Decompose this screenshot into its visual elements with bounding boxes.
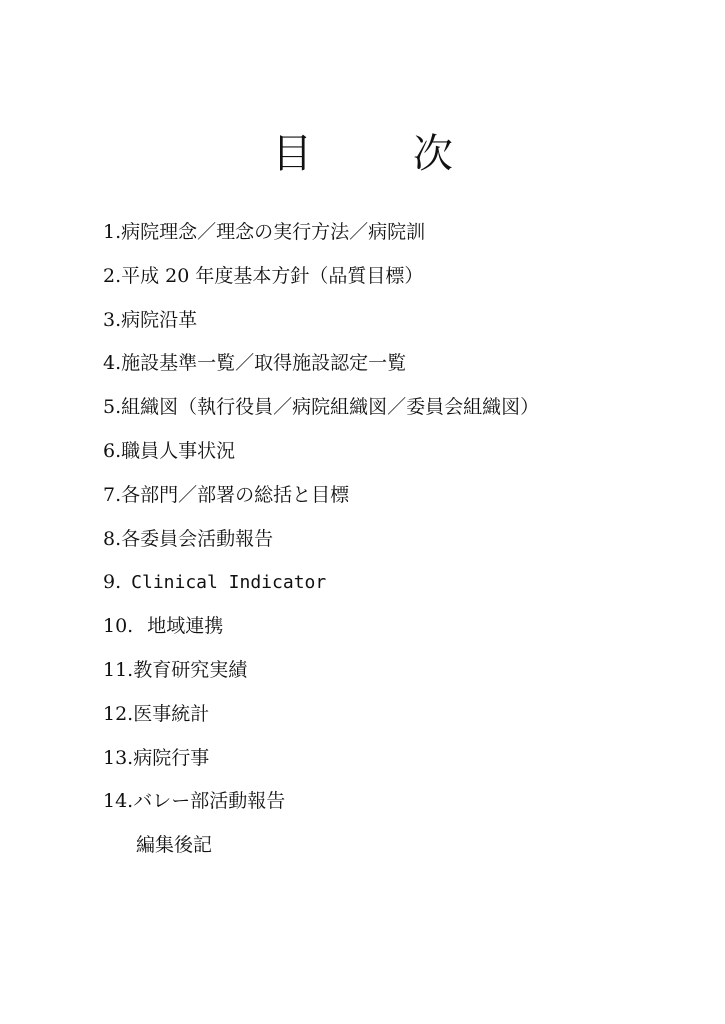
toc-item-number: 4. — [103, 352, 122, 375]
toc-item-12 — [103, 694, 703, 738]
toc-item-text: 地域連携 — [147, 615, 224, 638]
toc-item-number: 10. — [103, 615, 134, 638]
toc-item-number: 13. — [103, 746, 134, 769]
toc-item-number: 3. — [103, 308, 122, 331]
toc-item-number: 11. — [103, 658, 134, 681]
toc-item-text: 病院沿革 — [121, 308, 198, 331]
toc-item-text: 編集後記 — [136, 834, 213, 857]
toc-item-number: 12. — [103, 702, 134, 725]
table-of-contents — [103, 212, 703, 869]
toc-item-text: 職員人事状況 — [121, 439, 236, 462]
toc-item-4 — [103, 343, 703, 387]
toc-item-text: 教育研究実績 — [133, 658, 248, 681]
toc-item-text: 各部門／部署の総括と目標 — [121, 483, 350, 506]
toc-item-14 — [103, 781, 703, 825]
toc-item-afterword — [103, 825, 703, 869]
toc-item-number: 1. — [103, 221, 122, 243]
toc-item-text: 平成 20 年度基本方針（品質目標） — [121, 264, 424, 287]
toc-item-number: 2. — [103, 264, 122, 287]
toc-item-11 — [103, 650, 703, 694]
toc-item-text: 医事統計 — [133, 702, 210, 725]
toc-item-text: 各委員会活動報告 — [121, 527, 274, 550]
toc-item-number: 14. — [103, 790, 134, 813]
toc-item-number: 9. — [103, 571, 122, 594]
page-title: 目 次 — [272, 131, 497, 177]
toc-item-1 — [103, 212, 703, 256]
toc-item-text: 病院行事 — [133, 746, 210, 769]
toc-item-number: 8. — [103, 527, 122, 550]
toc-item-2 — [103, 256, 703, 300]
toc-item-9 — [103, 562, 703, 606]
toc-item-7 — [103, 475, 703, 519]
toc-item-number: 6. — [103, 439, 122, 462]
toc-item-6 — [103, 431, 703, 475]
toc-item-text: 施設基準一覧／取得施設認定一覧 — [121, 352, 407, 375]
toc-item-13 — [103, 738, 703, 782]
toc-item-number: 7. — [103, 483, 122, 506]
toc-item-text: 病院理念／理念の実行方法／病院訓 — [121, 221, 426, 243]
toc-item-5 — [103, 387, 703, 431]
toc-item-3 — [103, 300, 703, 344]
toc-item-number: 5. — [103, 396, 122, 419]
toc-item-text: Clinical Indicator — [131, 572, 327, 594]
toc-item-text: 組織図（執行役員／病院組織図／委員会組織図） — [121, 396, 540, 419]
toc-item-8 — [103, 519, 703, 563]
toc-item-10 — [103, 606, 703, 650]
toc-item-text: バレー部活動報告 — [133, 790, 286, 813]
